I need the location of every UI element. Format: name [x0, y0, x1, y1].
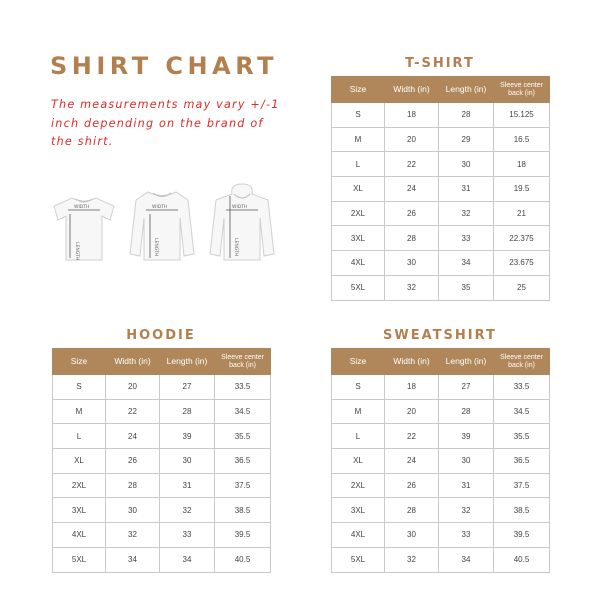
width-cell: 32: [385, 547, 439, 572]
length-cell: 27: [160, 375, 215, 400]
column-header-sleeve: Sleeve center back (in): [215, 349, 271, 375]
width-cell: 30: [106, 498, 160, 523]
size-cell: 4XL: [332, 251, 385, 276]
width-cell: 26: [106, 449, 160, 474]
sweatshirt-table-title: SWEATSHIRT: [383, 328, 497, 343]
sleeve-cell: 38.5: [215, 498, 271, 523]
width-label: WIDTH: [152, 205, 168, 210]
table-row: [332, 251, 550, 276]
sleeve-cell: 23.675: [494, 251, 550, 276]
table-row: [332, 275, 550, 300]
length-cell: 30: [439, 152, 494, 177]
sleeve-cell: 16.5: [494, 127, 550, 152]
width-cell: 18: [385, 103, 439, 128]
table-row: [53, 547, 271, 572]
table-row: [332, 449, 550, 474]
size-cell: L: [332, 152, 385, 177]
width-cell: 24: [385, 449, 439, 474]
width-cell: 24: [385, 177, 439, 202]
size-cell: 2XL: [53, 473, 106, 498]
table-row: [53, 449, 271, 474]
page-title: SHIRT CHART: [50, 52, 278, 80]
table-row: [332, 152, 550, 177]
width-cell: 22: [385, 424, 439, 449]
length-cell: 31: [439, 177, 494, 202]
width-cell: 30: [385, 523, 439, 548]
table-header-row: [332, 349, 550, 375]
size-cell: L: [53, 424, 106, 449]
width-label: WIDTH: [232, 205, 248, 210]
length-cell: 30: [160, 449, 215, 474]
size-cell: XL: [332, 449, 385, 474]
size-cell: S: [332, 375, 385, 400]
sleeve-cell: 33.5: [494, 375, 550, 400]
length-cell: 28: [160, 399, 215, 424]
size-cell: 2XL: [332, 473, 385, 498]
table-row: [332, 201, 550, 226]
sleeve-cell: 37.5: [215, 473, 271, 498]
table-row: [332, 226, 550, 251]
table-row: [53, 498, 271, 523]
measurement-note: The measurements may vary +/-1 inch depending on the brand of the shirt.: [51, 98, 280, 148]
column-header-length: Length (in): [439, 349, 494, 375]
sleeve-cell: 36.5: [494, 449, 550, 474]
table-row: [332, 523, 550, 548]
width-cell: 26: [385, 473, 439, 498]
size-cell: L: [332, 424, 385, 449]
table-row: [53, 424, 271, 449]
width-cell: 28: [385, 498, 439, 523]
length-cell: 31: [160, 473, 215, 498]
length-cell: 33: [160, 523, 215, 548]
size-cell: 5XL: [332, 275, 385, 300]
sleeve-cell: 37.5: [494, 473, 550, 498]
width-cell: 32: [385, 275, 439, 300]
tshirt-illustration: [50, 194, 118, 264]
size-cell: M: [332, 399, 385, 424]
column-header-sleeve: Sleeve center back (in): [494, 77, 550, 103]
length-cell: 32: [160, 498, 215, 523]
width-cell: 22: [385, 152, 439, 177]
table-row: [332, 399, 550, 424]
sleeve-cell: 39.5: [494, 523, 550, 548]
size-cell: 4XL: [53, 523, 106, 548]
length-cell: 31: [439, 473, 494, 498]
sleeve-cell: 38.5: [494, 498, 550, 523]
size-cell: 3XL: [332, 226, 385, 251]
sleeve-cell: 34.5: [494, 399, 550, 424]
sleeve-cell: 18: [494, 152, 550, 177]
sleeve-cell: 39.5: [215, 523, 271, 548]
hoodie-size-table: [52, 348, 271, 573]
table-row: [332, 473, 550, 498]
table-row: [53, 375, 271, 400]
length-label: LENGTH: [153, 238, 158, 257]
column-header-size: Size: [53, 349, 106, 375]
table-row: [332, 127, 550, 152]
sleeve-cell: 21: [494, 201, 550, 226]
sleeve-cell: 34.5: [215, 399, 271, 424]
sleeve-cell: 40.5: [215, 547, 271, 572]
length-cell: 35: [439, 275, 494, 300]
length-cell: 30: [439, 449, 494, 474]
table-row: [53, 523, 271, 548]
size-cell: S: [53, 375, 106, 400]
table-row: [332, 498, 550, 523]
size-cell: M: [332, 127, 385, 152]
length-cell: 28: [439, 399, 494, 424]
hoodie-illustration: [208, 182, 276, 264]
length-cell: 32: [439, 498, 494, 523]
size-cell: 5XL: [53, 547, 106, 572]
width-cell: 20: [385, 399, 439, 424]
sweatshirt-illustration: [128, 188, 196, 264]
length-cell: 32: [439, 201, 494, 226]
size-cell: 2XL: [332, 201, 385, 226]
garment-illustrations: [48, 180, 278, 265]
hoodie-table-title: HOODIE: [126, 328, 196, 343]
table-row: [53, 399, 271, 424]
sleeve-cell: 15.125: [494, 103, 550, 128]
table-row: [332, 547, 550, 572]
table-row: [332, 375, 550, 400]
width-cell: 34: [106, 547, 160, 572]
column-header-sleeve: Sleeve center back (in): [494, 349, 550, 375]
length-cell: 33: [439, 226, 494, 251]
sleeve-cell: 33.5: [215, 375, 271, 400]
size-cell: XL: [53, 449, 106, 474]
length-cell: 39: [439, 424, 494, 449]
size-cell: 3XL: [332, 498, 385, 523]
sleeve-cell: 25: [494, 275, 550, 300]
width-label: WIDTH: [74, 205, 90, 210]
length-cell: 33: [439, 523, 494, 548]
sleeve-cell: 19.5: [494, 177, 550, 202]
length-label: LENGTH: [233, 238, 238, 257]
tshirt-size-table: [331, 76, 550, 301]
size-cell: M: [53, 399, 106, 424]
sleeve-cell: 36.5: [215, 449, 271, 474]
table-header-row: [53, 349, 271, 375]
table-row: [332, 424, 550, 449]
length-cell: 29: [439, 127, 494, 152]
sleeve-cell: 35.5: [215, 424, 271, 449]
column-header-width: Width (in): [106, 349, 160, 375]
column-header-size: Size: [332, 349, 385, 375]
size-cell: 3XL: [53, 498, 106, 523]
length-cell: 39: [160, 424, 215, 449]
width-cell: 26: [385, 201, 439, 226]
column-header-size: Size: [332, 77, 385, 103]
table-row: [332, 177, 550, 202]
table-row: [53, 473, 271, 498]
tshirt-table-title: T-SHIRT: [405, 56, 475, 71]
width-cell: 20: [106, 375, 160, 400]
width-cell: 28: [106, 473, 160, 498]
column-header-length: Length (in): [160, 349, 215, 375]
sweatshirt-size-table: [331, 348, 550, 573]
width-cell: 24: [106, 424, 160, 449]
width-cell: 28: [385, 226, 439, 251]
length-cell: 28: [439, 103, 494, 128]
column-header-length: Length (in): [439, 77, 494, 103]
length-label: LENGTH: [74, 242, 79, 261]
column-header-width: Width (in): [385, 77, 439, 103]
size-cell: S: [332, 103, 385, 128]
length-cell: 34: [160, 547, 215, 572]
size-cell: XL: [332, 177, 385, 202]
width-cell: 30: [385, 251, 439, 276]
sleeve-cell: 35.5: [494, 424, 550, 449]
width-cell: 20: [385, 127, 439, 152]
width-cell: 18: [385, 375, 439, 400]
table-header-row: [332, 77, 550, 103]
column-header-width: Width (in): [385, 349, 439, 375]
length-cell: 34: [439, 547, 494, 572]
width-cell: 22: [106, 399, 160, 424]
table-row: [332, 103, 550, 128]
length-cell: 34: [439, 251, 494, 276]
width-cell: 32: [106, 523, 160, 548]
size-cell: 4XL: [332, 523, 385, 548]
sleeve-cell: 22.375: [494, 226, 550, 251]
sleeve-cell: 40.5: [494, 547, 550, 572]
length-cell: 27: [439, 375, 494, 400]
size-cell: 5XL: [332, 547, 385, 572]
